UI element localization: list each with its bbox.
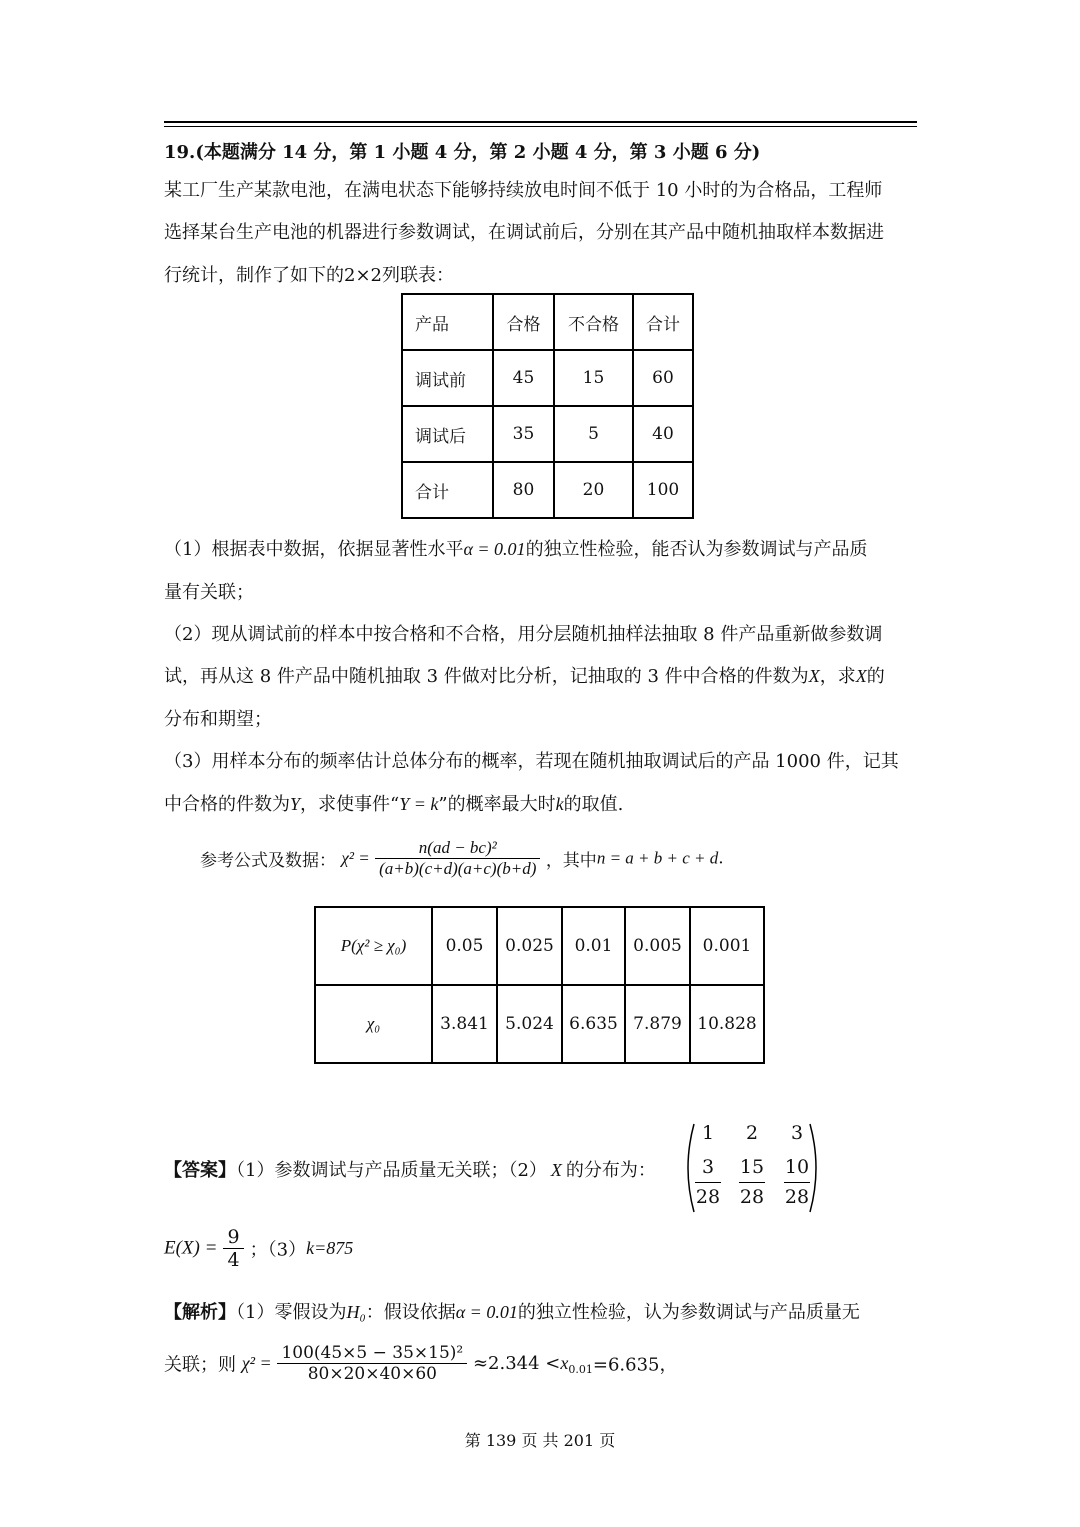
dist-denominator: 28 bbox=[784, 1186, 810, 1208]
dist-fraction-bar bbox=[739, 1182, 765, 1183]
q2-text-a: 试，再从这 8 件产品中随机抽取 3 件做对比分析，记抽取的 3 件中合格的件数为 bbox=[164, 666, 809, 687]
q3-var-y: Y bbox=[290, 794, 301, 814]
answer-part3-label: ；（3） bbox=[249, 1239, 307, 1261]
q2-line-3: 分布和期望； bbox=[164, 709, 272, 730]
answer-var-x: X bbox=[550, 1160, 562, 1180]
dist-x-value: 1 bbox=[701, 1122, 715, 1144]
table-cell: 0.01 bbox=[562, 907, 625, 985]
q2-text-b: ，求 bbox=[819, 666, 856, 687]
q1-line-1 bbox=[164, 535, 868, 561]
table-cell: 7.879 bbox=[625, 985, 690, 1063]
expectation-fraction bbox=[223, 1226, 243, 1271]
intro-line-3 bbox=[164, 261, 454, 287]
table-cell: 0.005 bbox=[625, 907, 690, 985]
analysis-chi-numerator: 100(45×5 − 35×15)² bbox=[281, 1343, 464, 1363]
intro-line-2: 选择某台生产电池的机器进行参数调试，在调试前后，分别在其产品中随机抽取样本数据进 bbox=[164, 222, 884, 243]
analysis-text-a: （1）零假设为 bbox=[236, 1302, 347, 1323]
q3-line-2 bbox=[164, 790, 623, 816]
expectation-lhs: E(X) = bbox=[164, 1237, 218, 1259]
dist-fraction-bar bbox=[695, 1182, 721, 1183]
answer-line-1 bbox=[164, 1156, 656, 1182]
analysis-chi-lhs: χ² = bbox=[241, 1353, 272, 1373]
analysis-crit-value: =6.635， bbox=[592, 1354, 678, 1376]
table-cell: 0.001 bbox=[690, 907, 764, 985]
problem-title: 19.(本题满分 14 分，第 1 小题 4 分，第 2 小题 4 分，第 3 小题 6 分) bbox=[164, 142, 761, 163]
answer-text-a: （1）参数调试与产品质量无关联；（2） bbox=[236, 1160, 547, 1181]
analysis-line2-text: 关联；则 bbox=[164, 1354, 236, 1376]
q1-line-2: 量有关联； bbox=[164, 582, 254, 603]
table-cell: 10.828 bbox=[690, 985, 764, 1063]
table-row bbox=[402, 406, 693, 462]
analysis-label: 【解析】 bbox=[164, 1302, 236, 1323]
analysis-x-crit: x bbox=[560, 1353, 569, 1373]
formula-where-expr: n = a + b + c + d bbox=[596, 848, 719, 868]
top-rule-thin bbox=[164, 126, 917, 127]
q3-line-1: （3）用样本分布的频率估计总体分布的概率，若现在随机抽取调试后的产品 1000 件，记其 bbox=[164, 751, 899, 772]
dist-fraction-bar bbox=[784, 1182, 810, 1183]
q3-text-c: ”的概率最大时 bbox=[438, 794, 556, 815]
analysis-line-2 bbox=[164, 1343, 678, 1384]
analysis-alpha: α = 0.01 bbox=[455, 1302, 518, 1322]
q1-text-b: 的独立性检验，能否认为参数调试与产品质 bbox=[525, 539, 868, 560]
formula-numerator: n(ad − bc)² bbox=[418, 838, 497, 857]
q3-text-a: 中合格的件数为 bbox=[164, 794, 290, 815]
dist-denominator: 28 bbox=[695, 1186, 721, 1208]
table-header-cell: 合格 bbox=[493, 294, 554, 350]
q2-var-x: X bbox=[808, 666, 820, 686]
answer-line-2 bbox=[164, 1226, 353, 1271]
analysis-chi-fraction bbox=[277, 1343, 467, 1384]
intro-line-3-math: 2×2 bbox=[344, 265, 382, 286]
q3-var-k: k bbox=[555, 794, 564, 814]
formula-lhs: χ² = bbox=[341, 848, 370, 868]
q1-text-a: （1）根据表中数据，依据显著性水平 bbox=[164, 539, 464, 560]
table-cell: 3.841 bbox=[432, 985, 497, 1063]
table-row bbox=[315, 907, 764, 985]
dist-numerator: 15 bbox=[739, 1156, 765, 1178]
table-cell: 15 bbox=[554, 350, 633, 406]
table-row bbox=[402, 350, 693, 406]
table-header-cell: 合计 bbox=[633, 294, 693, 350]
formula-denominator: (a+b)(c+d)(a+c)(b+d) bbox=[375, 858, 540, 879]
dist-numerator: 3 bbox=[701, 1156, 715, 1178]
dist-x-value: 3 bbox=[790, 1122, 804, 1144]
table-cell: 调试前 bbox=[402, 350, 493, 406]
table-header-cell: 不合格 bbox=[554, 294, 633, 350]
table-row-header: P(χ² ≥ χ₀) bbox=[315, 907, 432, 985]
distribution-matrix bbox=[682, 1120, 822, 1216]
analysis-text-b: ：假设依据 bbox=[365, 1302, 456, 1323]
q2-line-1: （2）现从调试前的样本中按合格和不合格，用分层随机抽样法抽取 8 件产品重新做参数调 bbox=[164, 624, 883, 645]
analysis-chi-denominator: 80×20×40×60 bbox=[277, 1363, 467, 1384]
answer-text-b: 的分布为： bbox=[565, 1160, 656, 1181]
intro-line-1: 某工厂生产某款电池，在满电状态下能够持续放电时间不低于 10 小时的为合格品，工程师 bbox=[164, 180, 883, 201]
contingency-table bbox=[401, 293, 694, 519]
table-header-cell: 产品 bbox=[402, 294, 493, 350]
table-cell: 60 bbox=[633, 350, 693, 406]
q3-text-b: ，求使事件“ bbox=[300, 794, 400, 815]
top-rule-thick bbox=[164, 121, 917, 123]
q3-event: Y = k bbox=[399, 794, 439, 814]
formula-end: . bbox=[718, 848, 724, 869]
table-cell: 45 bbox=[493, 350, 554, 406]
table-cell: 100 bbox=[633, 462, 693, 518]
dist-numerator: 10 bbox=[784, 1156, 810, 1178]
expectation-numerator: 9 bbox=[227, 1226, 240, 1248]
reference-formula bbox=[200, 838, 724, 879]
q2-var-x: X bbox=[855, 666, 867, 686]
table-cell: 5.024 bbox=[497, 985, 562, 1063]
table-cell: 20 bbox=[554, 462, 633, 518]
table-header-row bbox=[402, 294, 693, 350]
intro-line-3-text-a: 行统计，制作了如下的 bbox=[164, 265, 344, 286]
dist-x-value: 2 bbox=[745, 1122, 759, 1144]
critical-value-table bbox=[314, 906, 765, 1064]
analysis-x-sub: 0.01 bbox=[568, 1363, 593, 1377]
table-row bbox=[315, 985, 764, 1063]
table-row bbox=[402, 462, 693, 518]
analysis-result: ≈2.344 < bbox=[472, 1353, 561, 1374]
answer-label: 【答案】 bbox=[164, 1160, 236, 1181]
q1-alpha-math: α = 0.01 bbox=[463, 539, 526, 559]
table-cell: 5 bbox=[554, 406, 633, 462]
q2-text-c: 的 bbox=[866, 666, 885, 687]
formula-label: 参考公式及数据： bbox=[200, 851, 336, 871]
dist-denominator: 28 bbox=[739, 1186, 765, 1208]
page-number-footer: 第 139 页 共 201 页 bbox=[464, 1431, 616, 1450]
formula-where-label: ，其中 bbox=[545, 851, 597, 871]
table-cell: 80 bbox=[493, 462, 554, 518]
expectation-denominator: 4 bbox=[223, 1248, 243, 1271]
table-cell: 0.025 bbox=[497, 907, 562, 985]
table-row-header: χ₀ bbox=[315, 985, 432, 1063]
table-cell: 6.635 bbox=[562, 985, 625, 1063]
table-cell: 0.05 bbox=[432, 907, 497, 985]
analysis-h0: H₀ bbox=[346, 1302, 366, 1322]
intro-line-3-text-b: 列联表： bbox=[382, 265, 454, 286]
table-cell: 调试后 bbox=[402, 406, 493, 462]
analysis-text-c: 的独立性检验，认为参数调试与产品质量无 bbox=[517, 1302, 860, 1323]
q2-line-2 bbox=[164, 662, 885, 688]
table-cell: 35 bbox=[493, 406, 554, 462]
table-cell: 40 bbox=[633, 406, 693, 462]
table-cell: 合计 bbox=[402, 462, 493, 518]
q3-text-d: 的取值. bbox=[563, 794, 624, 815]
formula-fraction bbox=[375, 838, 540, 879]
answer-k-value: k=875 bbox=[306, 1238, 354, 1258]
analysis-line-1 bbox=[164, 1298, 860, 1324]
